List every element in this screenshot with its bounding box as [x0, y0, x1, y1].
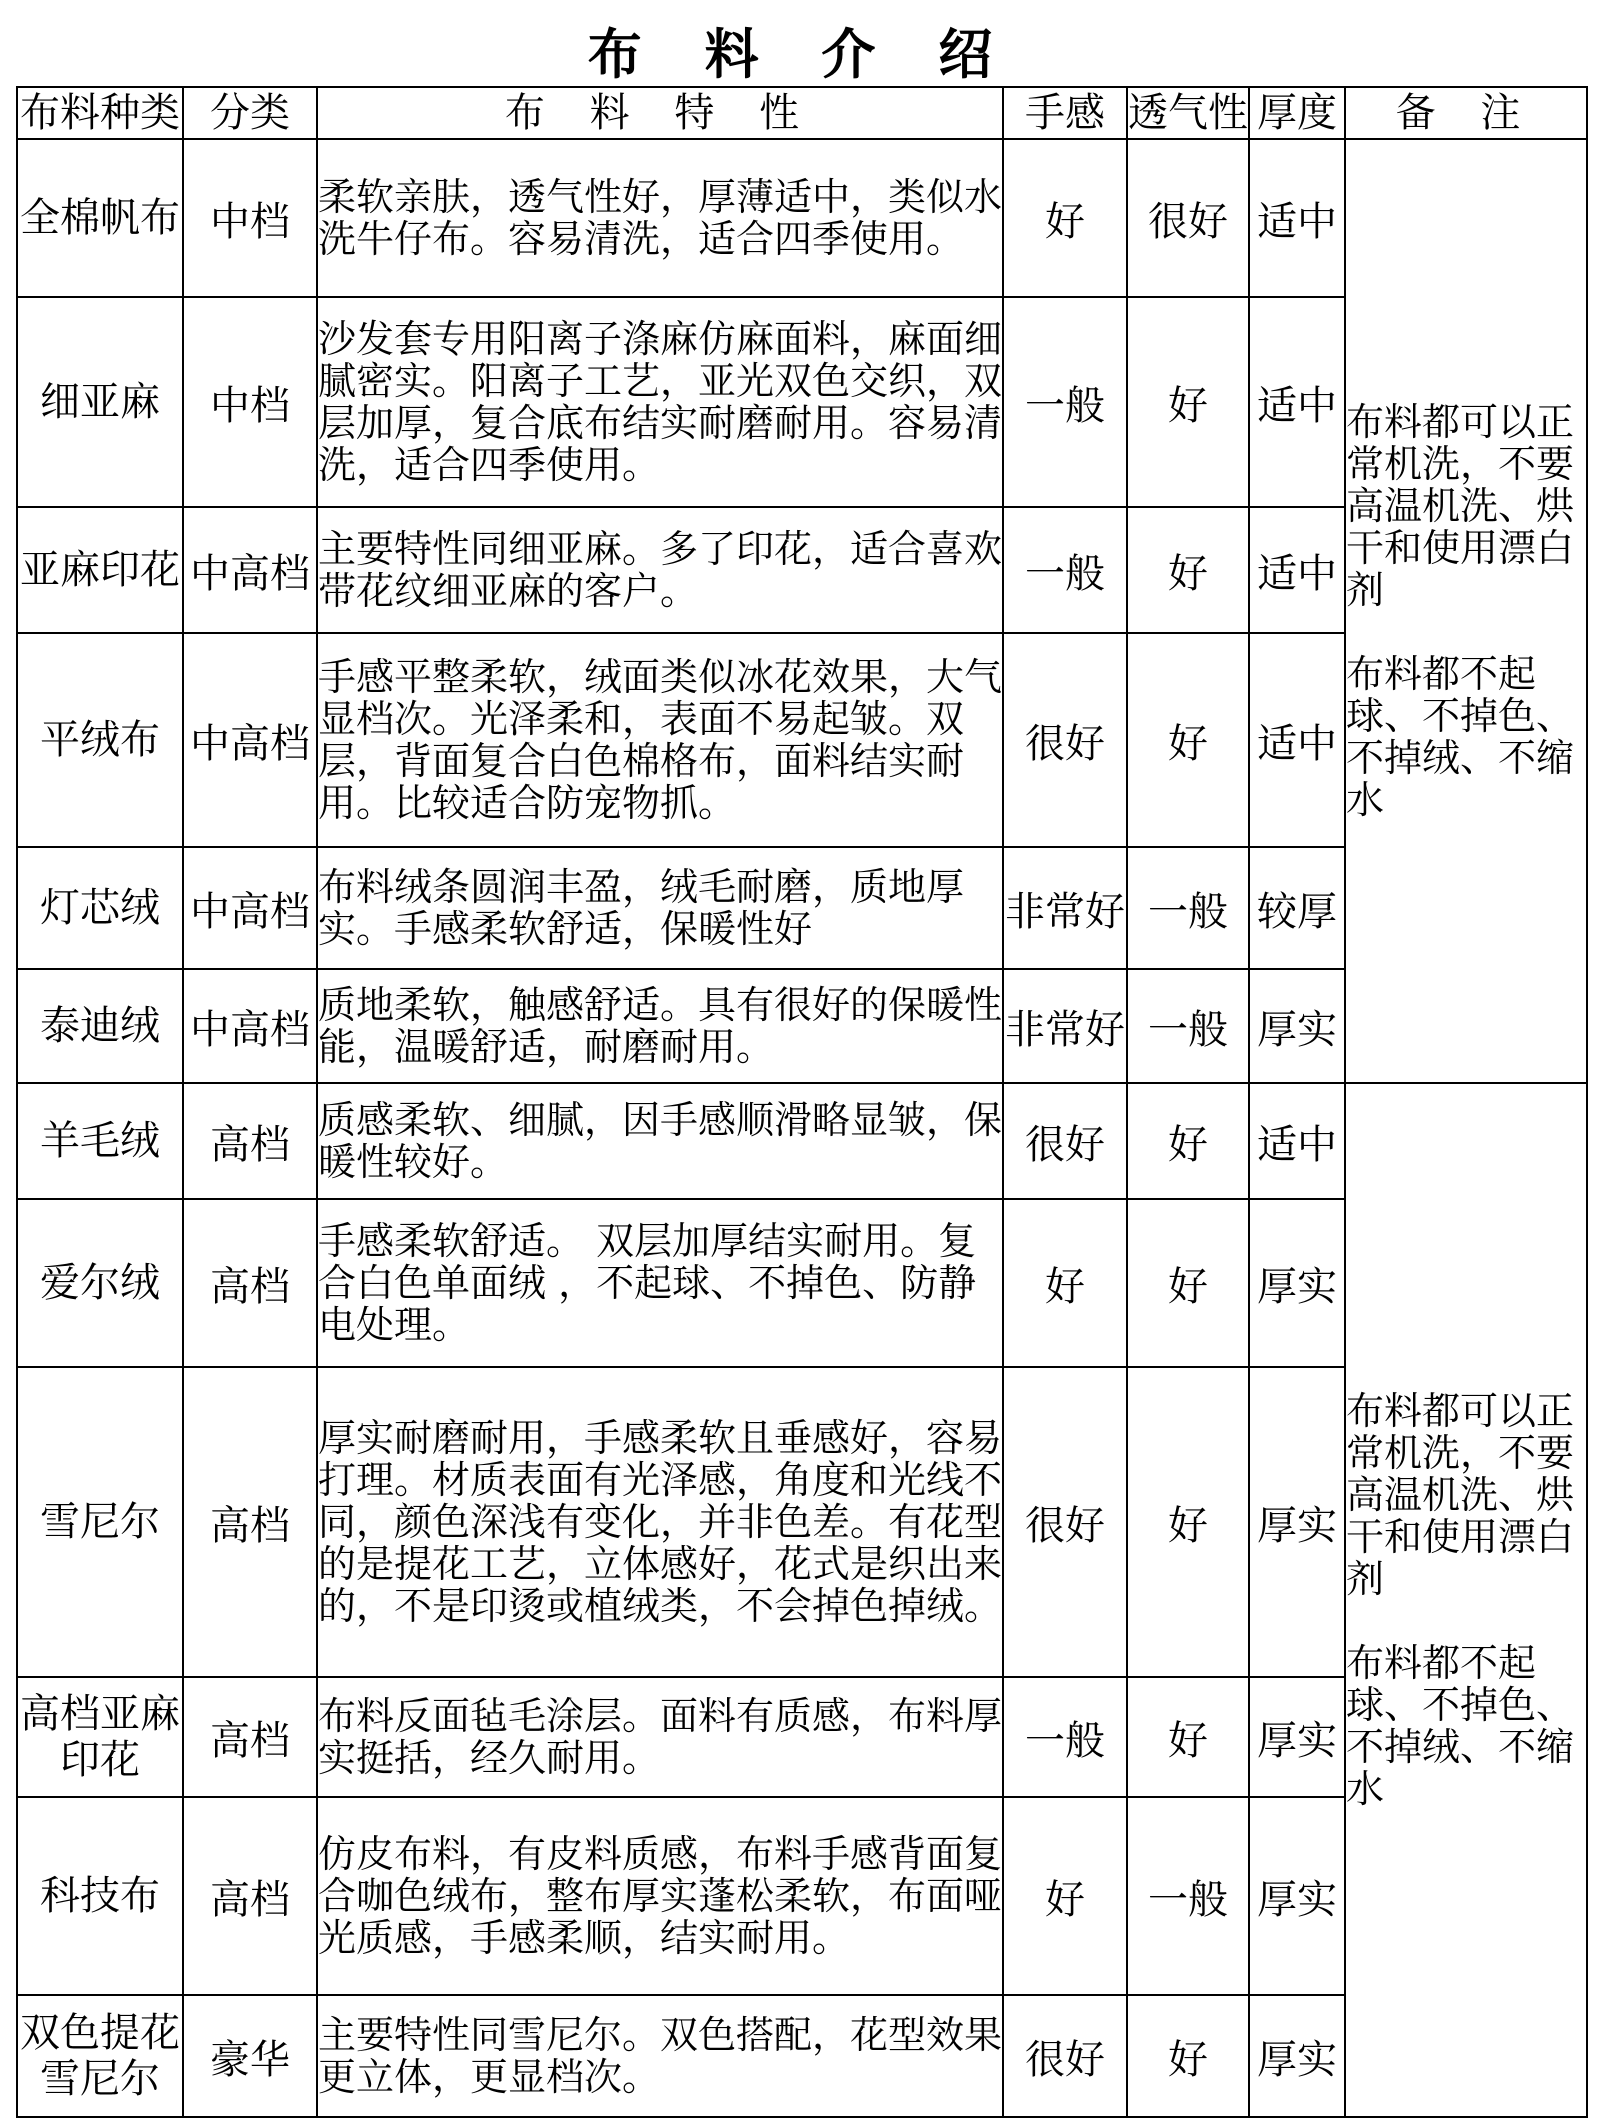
care-note: [1345, 139, 1587, 1083]
fabric-name: 灯芯绒: [17, 847, 183, 969]
care-note-wash: 布料都可以正常机洗，不要高温机洗、烘干和使用漂白剂: [1346, 1389, 1575, 1601]
fabric-thickness: 适中: [1249, 633, 1345, 847]
fabric-breathability: 一般: [1127, 969, 1249, 1083]
fabric-name: 亚麻印花: [17, 507, 183, 633]
care-note-quality: 布料都不起球、不掉色、不掉绒、不缩水: [1346, 1641, 1575, 1811]
fabric-breathability: 好: [1127, 1677, 1249, 1797]
fabric-desc: 布料反面毡毛涂层。面料有质感，布料厚实挺括，经久耐用。: [317, 1677, 1003, 1797]
fabric-name: 雪尼尔: [17, 1367, 183, 1677]
fabric-breathability: 好: [1127, 297, 1249, 507]
fabric-desc: 质地柔软，触感舒适。具有很好的保暖性能，温暖舒适，耐磨耐用。: [317, 969, 1003, 1083]
fabric-grade: 中高档: [183, 507, 317, 633]
fabric-thickness: 厚实: [1249, 1677, 1345, 1797]
fabric-thickness: 厚实: [1249, 1367, 1345, 1677]
fabric-desc: 手感平整柔软，绒面类似冰花效果，大气显档次。光泽柔和，表面不易起皱。双层，背面复合白色棉格布，面料结实耐用。比较适合防宠物抓。: [317, 633, 1003, 847]
fabric-thickness: 厚实: [1249, 1995, 1345, 2117]
header-features: 布 料 特 性: [317, 87, 1003, 139]
fabric-grade: 中高档: [183, 847, 317, 969]
fabric-grade: 豪华: [183, 1995, 317, 2117]
care-note: [1345, 1083, 1587, 2117]
fabric-thickness: 适中: [1249, 1083, 1345, 1199]
fabric-breathability: 一般: [1127, 847, 1249, 969]
fabric-desc: 主要特性同雪尼尔。双色搭配，花型效果更立体，更显档次。: [317, 1995, 1003, 2117]
header-type: 布料种类: [17, 87, 183, 139]
fabric-thickness: 厚实: [1249, 1797, 1345, 1995]
fabric-grade: 高档: [183, 1199, 317, 1367]
fabric-breathability: 好: [1127, 1995, 1249, 2117]
fabric-feel: 一般: [1003, 297, 1127, 507]
fabric-grade: 中高档: [183, 633, 317, 847]
header-row: [17, 87, 1587, 139]
header-thickness: 厚度: [1249, 87, 1345, 139]
page-title: 布 料 介 绍: [587, 22, 1015, 86]
fabric-breathability: 一般: [1127, 1797, 1249, 1995]
fabric-desc: 仿皮布料，有皮料质感，布料手感背面复合咖色绒布，整布厚实蓬松柔软，布面哑光质感，手感柔顺，结实耐用。: [317, 1797, 1003, 1995]
table-row: [17, 1083, 1587, 1199]
fabric-grade: 高档: [183, 1367, 317, 1677]
fabric-grade: 高档: [183, 1797, 317, 1995]
fabric-grade: 中档: [183, 297, 317, 507]
fabric-feel: 好: [1003, 1199, 1127, 1367]
care-note-wash: 布料都可以正常机洗，不要高温机洗、烘干和使用漂白剂: [1346, 400, 1575, 612]
fabric-thickness: 适中: [1249, 507, 1345, 633]
fabric-name: 科技布: [17, 1797, 183, 1995]
fabric-name: 泰迪绒: [17, 969, 183, 1083]
fabric-breathability: 好: [1127, 633, 1249, 847]
fabric-name: 羊毛绒: [17, 1083, 183, 1199]
fabric-breathability: 好: [1127, 1199, 1249, 1367]
fabric-name: 高档亚麻印花: [17, 1677, 183, 1797]
fabric-name: 细亚麻: [17, 297, 183, 507]
fabric-thickness: 适中: [1249, 297, 1345, 507]
header-breathability: 透气性: [1127, 87, 1249, 139]
fabric-grade: 高档: [183, 1083, 317, 1199]
fabric-feel: 好: [1003, 1797, 1127, 1995]
fabric-table: [16, 86, 1588, 2118]
table-row: [17, 139, 1587, 297]
fabric-thickness: 厚实: [1249, 969, 1345, 1083]
fabric-feel: 很好: [1003, 633, 1127, 847]
fabric-desc: 主要特性同细亚麻。多了印花，适合喜欢带花纹细亚麻的客户。: [317, 507, 1003, 633]
fabric-name: 全棉帆布: [17, 139, 183, 297]
fabric-feel: 很好: [1003, 1083, 1127, 1199]
fabric-grade: 中档: [183, 139, 317, 297]
fabric-thickness: 厚实: [1249, 1199, 1345, 1367]
fabric-feel: 很好: [1003, 1367, 1127, 1677]
fabric-breathability: 好: [1127, 1083, 1249, 1199]
fabric-feel: 非常好: [1003, 969, 1127, 1083]
fabric-name: 双色提花雪尼尔: [17, 1995, 183, 2117]
fabric-feel: 好: [1003, 139, 1127, 297]
fabric-breathability: 好: [1127, 507, 1249, 633]
fabric-grade: 中高档: [183, 969, 317, 1083]
fabric-name: 爱尔绒: [17, 1199, 183, 1367]
fabric-desc: 手感柔软舒适。 双层加厚结实耐用。复合白色单面绒 ，不起球、不掉色、防静电处理。: [317, 1199, 1003, 1367]
fabric-thickness: 较厚: [1249, 847, 1345, 969]
fabric-feel: 很好: [1003, 1995, 1127, 2117]
fabric-desc: 布料绒条圆润丰盈，绒毛耐磨，质地厚实。手感柔软舒适，保暖性好: [317, 847, 1003, 969]
fabric-desc: 沙发套专用阳离子涤麻仿麻面料，麻面细腻密实。阳离子工艺，亚光双色交织，双层加厚，复合底布结实耐磨耐用。容易清洗，适合四季使用。: [317, 297, 1003, 507]
header-feel: 手感: [1003, 87, 1127, 139]
fabric-feel: 一般: [1003, 1677, 1127, 1797]
fabric-thickness: 适中: [1249, 139, 1345, 297]
fabric-breathability: 好: [1127, 1367, 1249, 1677]
fabric-feel: 非常好: [1003, 847, 1127, 969]
care-note-quality: 布料都不起球、不掉色、不掉绒、不缩水: [1346, 652, 1575, 822]
fabric-breathability: 很好: [1127, 139, 1249, 297]
fabric-feel: 一般: [1003, 507, 1127, 633]
fabric-desc: 厚实耐磨耐用，手感柔软且垂感好，容易打理。材质表面有光泽感，角度和光线不同，颜色深浅有变化，并非色差。有花型的是提花工艺，立体感好，花式是织出来的，不是印烫或植绒类，不会掉色掉绒。: [317, 1367, 1003, 1677]
header-grade: 分类: [183, 87, 317, 139]
fabric-desc: 柔软亲肤，透气性好，厚薄适中，类似水洗牛仔布。容易清洗，适合四季使用。: [317, 139, 1003, 297]
header-notes: 备 注: [1345, 87, 1587, 139]
fabric-desc: 质感柔软、细腻，因手感顺滑略显皱，保暖性较好。: [317, 1083, 1003, 1199]
fabric-grade: 高档: [183, 1677, 317, 1797]
fabric-name: 平绒布: [17, 633, 183, 847]
